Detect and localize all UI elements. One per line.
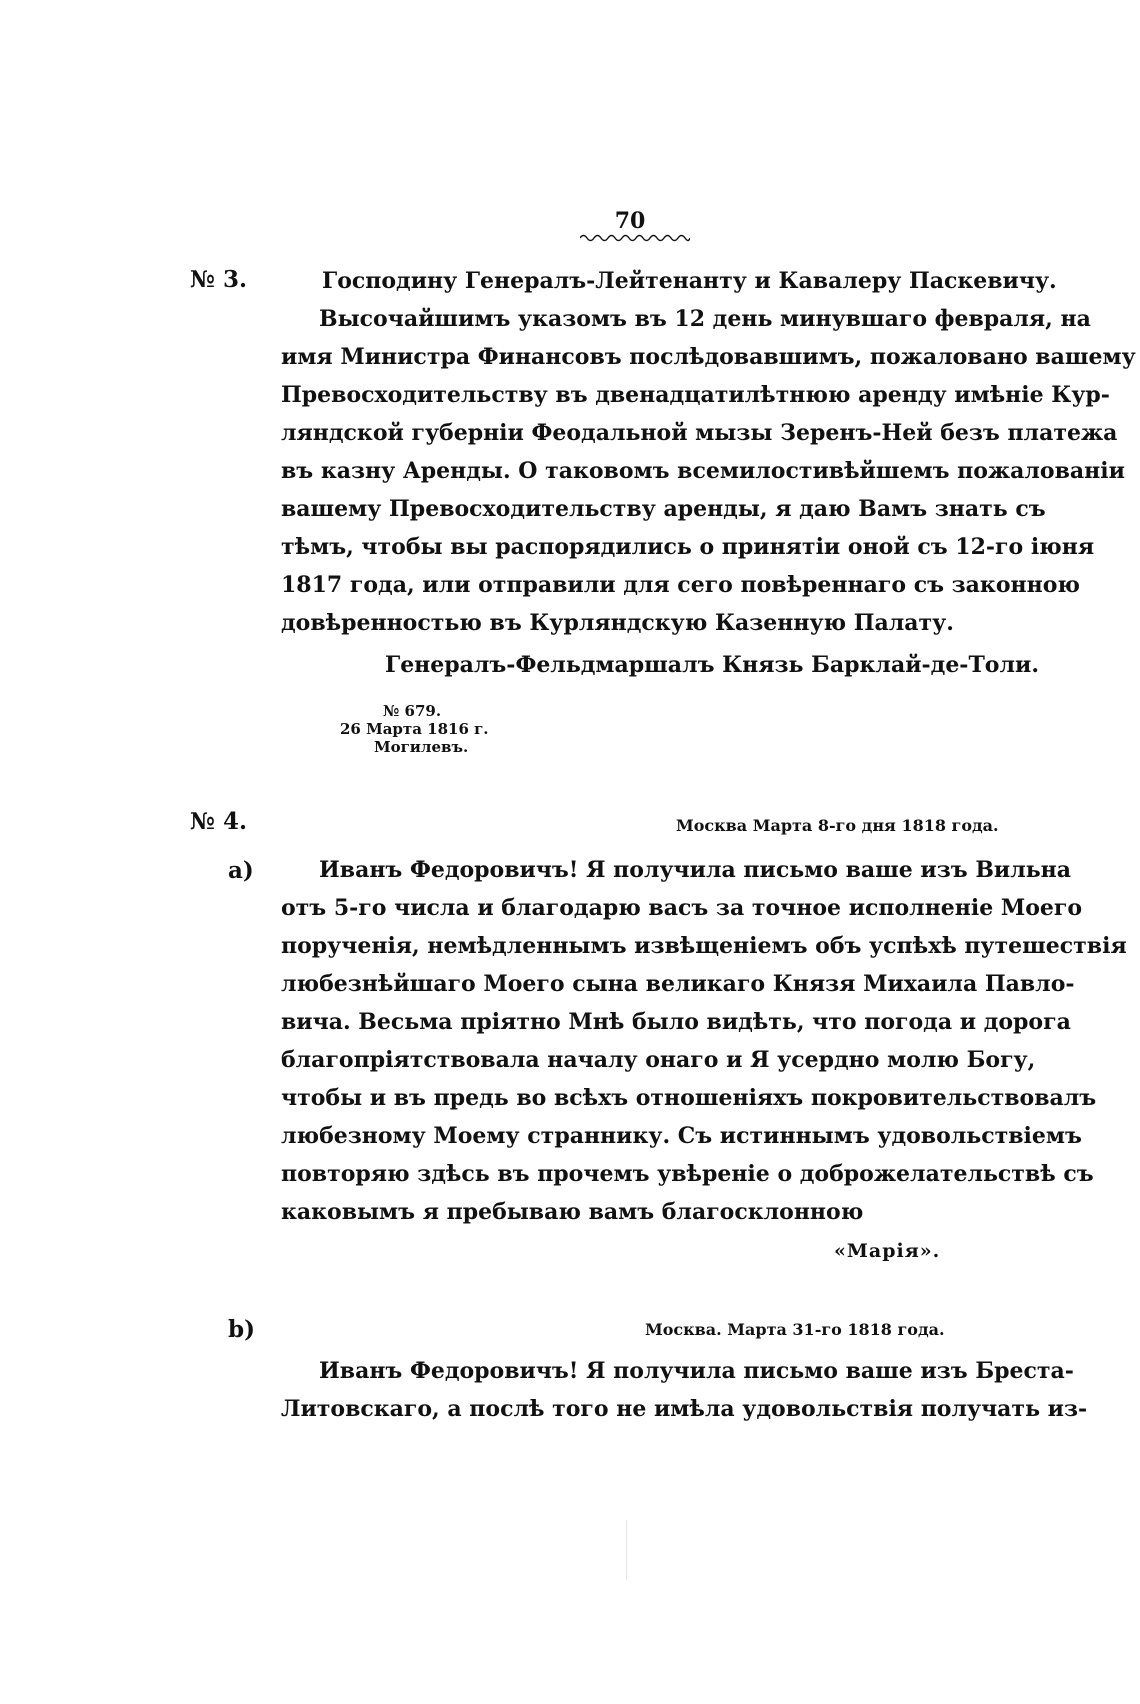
text-line: имя Министра Финансовъ послѣдовавшимъ, пожаловано вашему (281, 344, 1136, 370)
text-line: Иванъ Федоровичъ! Я получила письмо ваше изъ Бреста- (319, 1358, 1074, 1384)
text-line: повторяю здѣсь въ прочемъ увѣреніе о доброжелательствѣ съ (281, 1161, 1094, 1187)
addressee-heading: Господину Генералъ-Лейтенанту и Кавалеру Паскевичу. (322, 268, 1057, 294)
text-line: Превосходительству въ двенадцатилѣтнюю аренду имѣніе Кур- (281, 382, 1110, 408)
text-line: вича. Весьма пріятно Мнѣ было видѣть, что погода и дорога (281, 1009, 1071, 1035)
text-line: ляндской губерніи Феодальной мызы Зеренъ-Ней безъ платежа (281, 420, 1118, 446)
text-line: любезному Моему страннику. Съ истиннымъ удовольствіемъ (281, 1123, 1082, 1149)
text-line: Высочайшимъ указомъ въ 12 день минувшаго февраля, на (319, 306, 1091, 332)
document-number: № 3. (190, 266, 248, 293)
text-line: довѣренностью въ Курляндскую Казенную Палату. (281, 610, 954, 636)
text-line: порученія, немѣдленнымъ извѣщеніемъ объ успѣхѣ путешествія (281, 933, 1127, 959)
dateline: Москва. Марта 31-го 1818 года. (645, 1320, 945, 1339)
text-line: въ казну Аренды. О таковомъ всемилостивѣйшемъ пожалованіи (281, 458, 1125, 484)
dateline: Москва Марта 8-го дня 1818 года. (676, 816, 999, 835)
text-line: каковымъ я пребываю вамъ благосклонною (281, 1199, 864, 1225)
text-line: тѣмъ, чтобы вы распорядились о принятіи оной съ 12-го іюня (281, 534, 1095, 560)
letter-label: a) (228, 857, 254, 884)
text-line: Литовскаго, а послѣ того не имѣла удовольствія получать из- (281, 1396, 1088, 1422)
reference-number: № 679. (383, 702, 442, 720)
text-line: чтобы и въ предь во всѣхъ отношеніяхъ покровительствовалъ (281, 1085, 1097, 1111)
reference-place: Могилевъ. (374, 738, 469, 756)
text-line: отъ 5-го числа и благодарю васъ за точное исполненіе Моего (281, 895, 1083, 921)
letter-label: b) (228, 1316, 255, 1343)
text-line: благопріятствовала началу онаго и Я усердно молю Богу, (281, 1047, 1036, 1073)
document-number: № 4. (190, 808, 248, 835)
page-number: 70 (614, 208, 646, 234)
text-line: Иванъ Федоровичъ! Я получила письмо ваше изъ Вильна (319, 857, 1072, 883)
wavy-rule-ornament (580, 232, 690, 244)
text-line: 1817 года, или отправили для сего повѣреннаго съ законною (281, 572, 1080, 598)
reference-date: 26 Марта 1816 г. (340, 720, 489, 738)
text-line: вашему Превосходительству аренды, я даю Вамъ знать съ (281, 496, 1046, 522)
text-line: любезнѣйшаго Моего сына великаго Князя Михаила Павло- (281, 971, 1075, 997)
signature: «Марія». (834, 1240, 941, 1262)
scan-artifact (626, 1520, 627, 1580)
signature: Генералъ-Фельдмаршалъ Князь Барклай-де-Толи. (385, 652, 1039, 678)
